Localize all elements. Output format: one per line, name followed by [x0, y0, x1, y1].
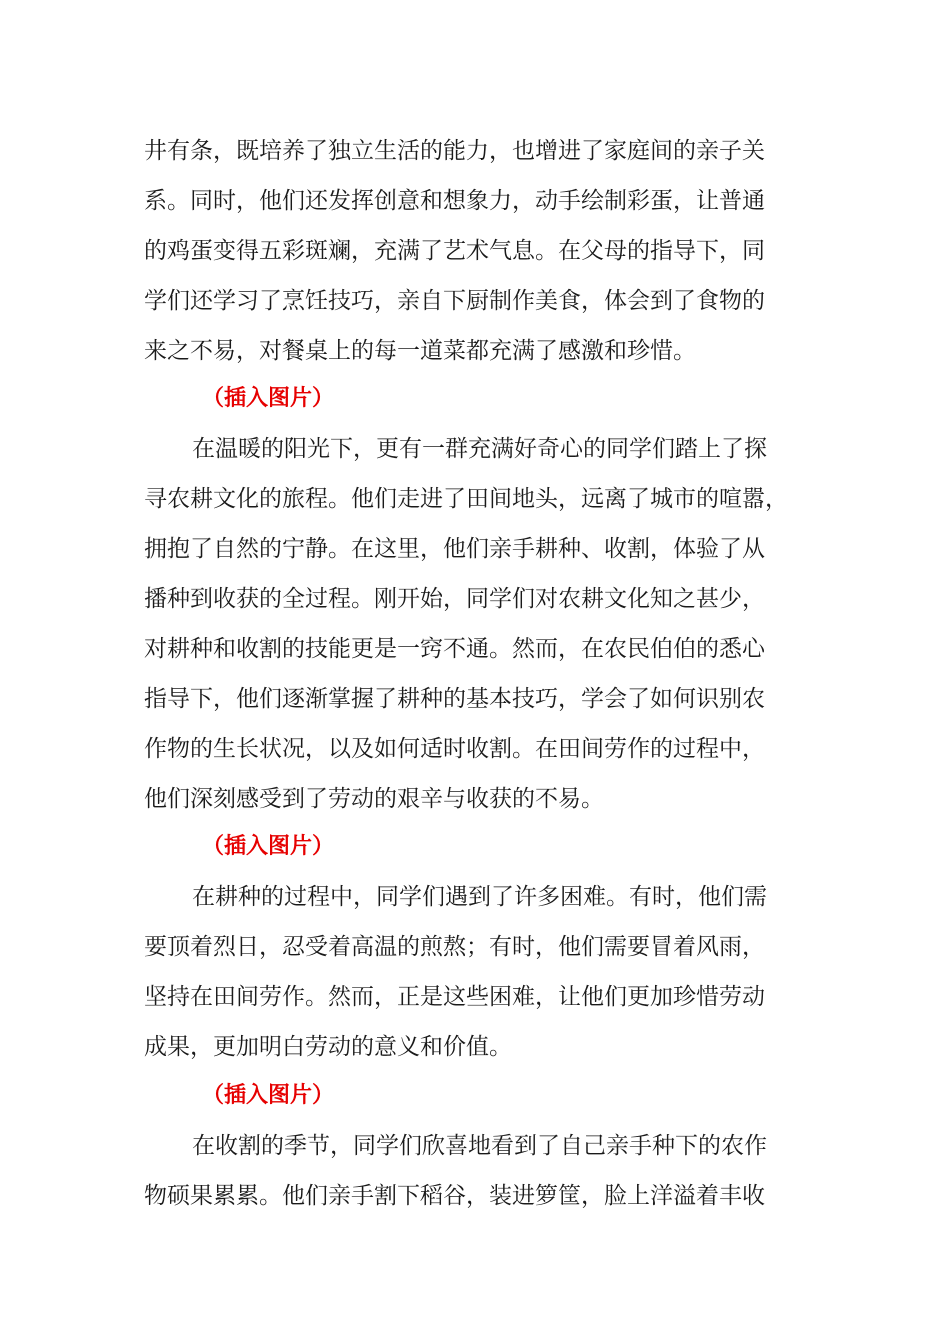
paragraph-3-line-3: 坚持在田间劳作。然而，正是这些困难，让他们更加珍惜劳动	[144, 984, 765, 1010]
paragraph-4-line-1: 在收割的季节，同学们欣喜地看到了自己亲手种下的农作	[192, 1133, 767, 1159]
paragraph-1-line-4: 学们还学习了烹饪技巧，亲自下厨制作美食，体会到了食物的	[144, 288, 765, 314]
paragraph-2-line-6: 指导下，他们逐渐掌握了耕种的基本技巧，学会了如何识别农	[144, 686, 765, 712]
paragraph-1-line-5: 来之不易，对餐桌上的每一道菜都充满了感激和珍惜。	[144, 338, 696, 364]
paragraph-2-line-7: 作物的生长状况，以及如何适时收割。在田间劳作的过程中，	[144, 736, 765, 762]
insert-image-placeholder-3: （插入图片）	[202, 1083, 335, 1108]
paragraph-2-line-5: 对耕种和收割的技能更是一窍不通。然而，在农民伯伯的悉心	[144, 636, 765, 662]
paragraph-1-line-3: 的鸡蛋变得五彩斑斓，充满了艺术气息。在父母的指导下，同	[144, 238, 765, 264]
paragraph-2-line-3: 拥抱了自然的宁静。在这里，他们亲手耕种、收割，体验了从	[144, 536, 765, 562]
insert-image-placeholder-1: （插入图片）	[202, 386, 335, 411]
paragraph-2-line-2: 寻农耕文化的旅程。他们走进了田间地头，远离了城市的喧嚣，	[144, 486, 788, 512]
paragraph-1-line-2: 系。同时，他们还发挥创意和想象力，动手绘制彩蛋，让普通	[144, 188, 765, 214]
paragraph-2-line-1: 在温暖的阳光下，更有一群充满好奇心的同学们踏上了探	[192, 436, 767, 462]
paragraph-3-line-4: 成果，更加明白劳动的意义和价值。	[144, 1034, 512, 1060]
paragraph-3-line-1: 在耕种的过程中，同学们遇到了许多困难。有时，他们需	[192, 884, 767, 910]
insert-image-placeholder-2: （插入图片）	[202, 834, 335, 859]
paragraph-3-line-2: 要顶着烈日，忍受着高温的煎熬；有时，他们需要冒着风雨，	[144, 934, 765, 960]
paragraph-1-line-1: 井有条，既培养了独立生活的能力，也增进了家庭间的亲子关	[144, 138, 765, 164]
paragraph-2-line-8: 他们深刻感受到了劳动的艰辛与收获的不易。	[144, 786, 604, 812]
paragraph-4-line-2: 物硕果累累。他们亲手割下稻谷，装进箩筐，脸上洋溢着丰收	[144, 1183, 765, 1209]
paragraph-2-line-4: 播种到收获的全过程。刚开始，同学们对农耕文化知之甚少，	[144, 586, 765, 612]
